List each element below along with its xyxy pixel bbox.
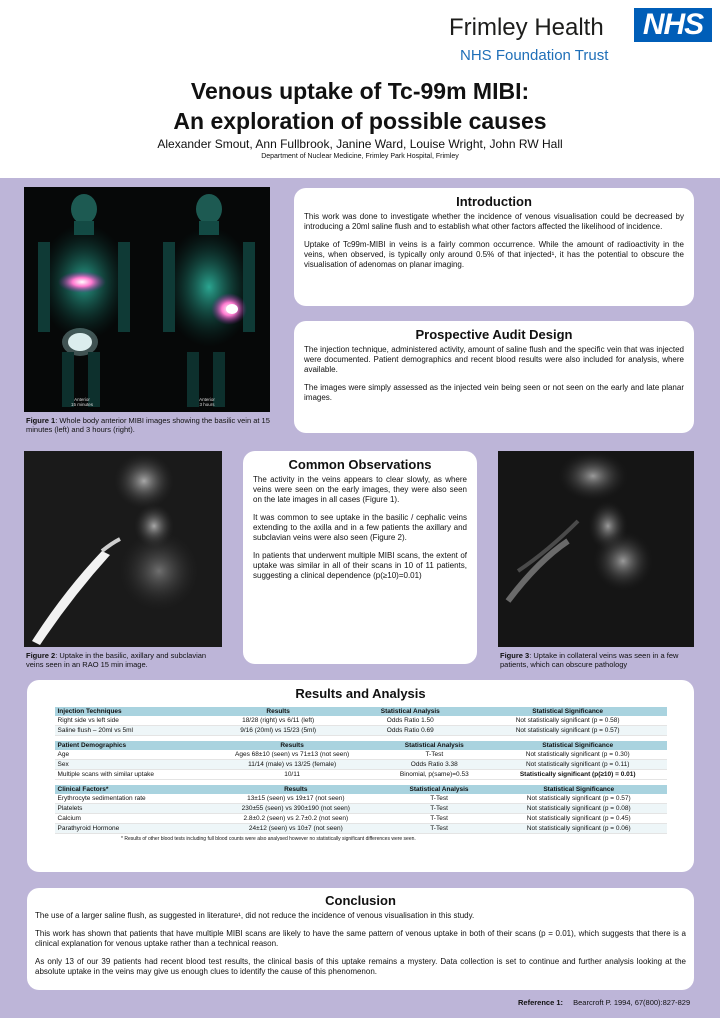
- results-table-header-cell: Results: [205, 785, 388, 794]
- reference-text: Bearcroft P. 1994, 67(800):827-829: [573, 998, 691, 1007]
- results-table-cell: T-Test: [387, 804, 491, 814]
- results-table-header-cell: Results: [205, 741, 380, 750]
- results-table-cell: 24±12 (seen) vs 10±7 (not seen): [205, 824, 388, 834]
- audit-design-card: [294, 321, 694, 433]
- results-table-header-cell: Statistical Analysis: [387, 785, 491, 794]
- results-table-cell: 2.8±0.2 (seen) vs 2.7±0.2 (not seen): [205, 814, 388, 824]
- conclusion-p1: The use of a larger saline flush, as suggested in literature¹, did not reduce the incidence of venous visualisation in this study.: [35, 911, 475, 920]
- results-table-cell: 10/11: [205, 770, 380, 780]
- results-table-row: [55, 760, 667, 770]
- figure3-scan-graphic: [498, 451, 694, 647]
- results-table-header-cell: Statistical Significance: [469, 707, 667, 716]
- audit-design-p1: The injection technique, administered activity, amount of saline flush and the specific vein that was injected were documented. Patient demographics and recent blood results were also included for analysis, where available.: [304, 345, 684, 374]
- results-table-cell: Multiple scans with similar uptake: [55, 770, 205, 780]
- results-table: [55, 707, 667, 736]
- figure1-scan-graphic: [24, 187, 270, 412]
- observations-card: [243, 451, 477, 664]
- results-table-row: [55, 814, 667, 824]
- figure1-image: [24, 187, 270, 412]
- poster-header: [0, 0, 720, 178]
- results-table: [55, 785, 667, 834]
- observations-title: Common Observations: [288, 457, 432, 472]
- results-table-cell: Odds Ratio 3.38: [380, 760, 489, 770]
- observations-p2: It was common to see uptake in the basilic / cephalic veins extending to the axilla and in a few patients the axillary and subclavian veins were also seen (Figure 2).: [253, 513, 467, 542]
- org-name: Frimley Health: [449, 14, 604, 41]
- introduction-p1: This work was done to investigate whether the incidence of venous visualisation could be decreased by introducing a 20ml saline flush and to establish what other factors affected the likelihood of incidence.: [304, 212, 684, 231]
- figure2-caption-label: Figure 2: [26, 651, 56, 660]
- results-table-row: [55, 804, 667, 814]
- figure2-caption-text: : Uptake in the basilic, axillary and subclavian veins seen in an RAO 15 min image.: [26, 651, 207, 669]
- nhs-logo: NHS: [634, 8, 712, 42]
- results-table-header-cell: Statistical Analysis: [352, 707, 469, 716]
- org-trust: NHS Foundation Trust: [460, 47, 609, 64]
- results-table-row: [55, 750, 667, 760]
- figure1-label-left: Anterior 15 minutes: [70, 397, 93, 407]
- results-tables: [41, 707, 680, 834]
- figure3-caption-label: Figure 3: [500, 651, 530, 660]
- results-table-row: [55, 726, 667, 736]
- figure2-scan-graphic: [24, 451, 222, 647]
- figure3-image: [498, 451, 694, 647]
- conclusion-p2: This work has shown that patients that have multiple MIBI scans are likely to have the same pattern of venous uptake in both of their scans (p = 0.01), which suggests that there is a clinical explanation for venous uptake rather than a technical reason.: [35, 929, 686, 948]
- results-table-row: [55, 824, 667, 834]
- results-table-cell: Not statistically significant (p = 0.57): [469, 726, 667, 736]
- results-table-header-cell: Statistical Analysis: [380, 741, 489, 750]
- results-table-cell: Odds Ratio 1.50: [352, 716, 469, 726]
- authors: Alexander Smout, Ann Fullbrook, Janine Ward, Louise Wright, John RW Hall: [157, 137, 563, 151]
- results-table-header-cell: Statistical Significance: [491, 785, 667, 794]
- results-table-cell: T-Test: [387, 824, 491, 834]
- results-table-cell: Binomial, p(same)=0.53: [380, 770, 489, 780]
- results-table-cell: Not statistically significant (p = 0.58): [469, 716, 667, 726]
- conclusion-p3: As only 13 of our 39 patients had recent blood test results, the clinical basis of this uptake remains a mystery. Data collection is set to continue and further analysis looking at the absolute uptake in the veins may give us enough clues to identify the cause of this phenomenon.: [35, 957, 686, 976]
- results-table-cell: 18/28 (right) vs 6/11 (left): [205, 716, 352, 726]
- results-table-cell: 9/16 (20ml) vs 15/23 (5ml): [205, 726, 352, 736]
- conclusion-title: Conclusion: [325, 893, 396, 908]
- results-table-cell: Sex: [55, 760, 205, 770]
- results-table-header-row: [55, 741, 667, 750]
- results-table-cell: Statistically significant (p(≥10) = 0.01): [489, 770, 667, 780]
- results-footnote: * Results of other blood tests including full blood counts were also analysed however no statistically significant differences were seen.: [121, 836, 416, 842]
- figure1-caption-label: Figure 1: [26, 416, 56, 425]
- results-table-cell: Not statistically significant (p = 0.06): [491, 824, 667, 834]
- reference: [518, 998, 690, 1007]
- conclusion-card: [27, 888, 694, 990]
- results-table-cell: Not statistically significant (p = 0.08): [491, 804, 667, 814]
- figure3-caption-text: : Uptake in collateral veins was seen in a few patients, which can obscure pathology: [500, 651, 679, 669]
- observations-p1: The activity in the veins appears to clear slowly, as where veins were seen on the early images, they were also seen on the late images in all cases (Figure 1).: [253, 475, 467, 504]
- results-table-cell: Not statistically significant (p = 0.11): [489, 760, 667, 770]
- results-table-header-cell: Clinical Factors*: [55, 785, 205, 794]
- results-table-cell: T-Test: [380, 750, 489, 760]
- figure1-caption: [26, 416, 272, 434]
- results-table-cell: Parathyroid Hormone: [55, 824, 205, 834]
- results-table-cell: T-Test: [387, 794, 491, 804]
- results-table-cell: Calcium: [55, 814, 205, 824]
- introduction-p2: Uptake of Tc99m-MIBI in veins is a fairly common occurrence. While the amount of radioactivity in the veins, when observed, is typically only around 0.5% of that injected¹, it has the potential to obscure the visualisation of adenomas on planar imaging.: [304, 240, 684, 269]
- results-card: [27, 680, 694, 872]
- figure1-caption-text: : Whole body anterior MIBI images showing the basilic vein at 15 minutes (left) and 3 hours (right).: [26, 416, 270, 434]
- results-table-cell: T-Test: [387, 814, 491, 824]
- results-table-cell: Age: [55, 750, 205, 760]
- results-table-header-cell: Statistical Significance: [489, 741, 667, 750]
- department: Department of Nuclear Medicine, Frimley Park Hospital, Frimley: [261, 153, 459, 160]
- figure2-image: [24, 451, 222, 647]
- results-table-cell: 230±55 (seen) vs 390±190 (not seen): [205, 804, 388, 814]
- results-table-cell: 11/14 (male) vs 13/25 (female): [205, 760, 380, 770]
- poster-title-line1: Venous uptake of Tc-99m MIBI:: [190, 78, 530, 104]
- results-table-cell: Not statistically significant (p = 0.30): [489, 750, 667, 760]
- results-table-row: [55, 794, 667, 804]
- results-table-cell: Platelets: [55, 804, 205, 814]
- poster-title-line2: An exploration of possible causes: [173, 108, 547, 134]
- results-table-cell: Not statistically significant (p = 0.45): [491, 814, 667, 824]
- figure2-caption: [26, 651, 222, 669]
- results-table-cell: Right side vs left side: [55, 716, 205, 726]
- results-table-header-row: [55, 707, 667, 716]
- audit-design-title: Prospective Audit Design: [415, 327, 573, 342]
- introduction-card: [294, 188, 694, 306]
- results-table-cell: Erythrocyte sedimentation rate: [55, 794, 205, 804]
- results-table-header-cell: Patient Demographics: [55, 741, 205, 750]
- results-table-header-cell: Injection Techniques: [55, 707, 205, 716]
- results-title: Results and Analysis: [295, 686, 426, 701]
- audit-design-p2: The images were simply assessed as the injected vein being seen or not seen on the early and late planar images.: [304, 383, 684, 402]
- results-table: [55, 741, 667, 780]
- results-table-header-cell: Results: [205, 707, 352, 716]
- results-table-cell: Not statistically significant (p = 0.57): [491, 794, 667, 804]
- results-table-header-row: [55, 785, 667, 794]
- figure1-label-right: Anterior 3 hours: [199, 397, 215, 407]
- results-table-cell: 13±15 (seen) vs 19±17 (not seen): [205, 794, 388, 804]
- reference-label: Reference 1:: [518, 998, 564, 1007]
- results-table-row: [55, 770, 667, 780]
- introduction-title: Introduction: [456, 194, 532, 209]
- observations-p3: In patients that underwent multiple MIBI scans, the extent of uptake was similar in all of their scans in 10 of 11 patients, suggesting a clinical dependence (p(≥10)=0.01): [253, 551, 467, 580]
- results-table-cell: Saline flush – 20ml vs 5ml: [55, 726, 205, 736]
- results-table-row: [55, 716, 667, 726]
- figure3-caption: [500, 651, 696, 669]
- results-table-cell: Ages 68±10 (seen) vs 71±13 (not seen): [205, 750, 380, 760]
- results-table-cell: Odds Ratio 0.69: [352, 726, 469, 736]
